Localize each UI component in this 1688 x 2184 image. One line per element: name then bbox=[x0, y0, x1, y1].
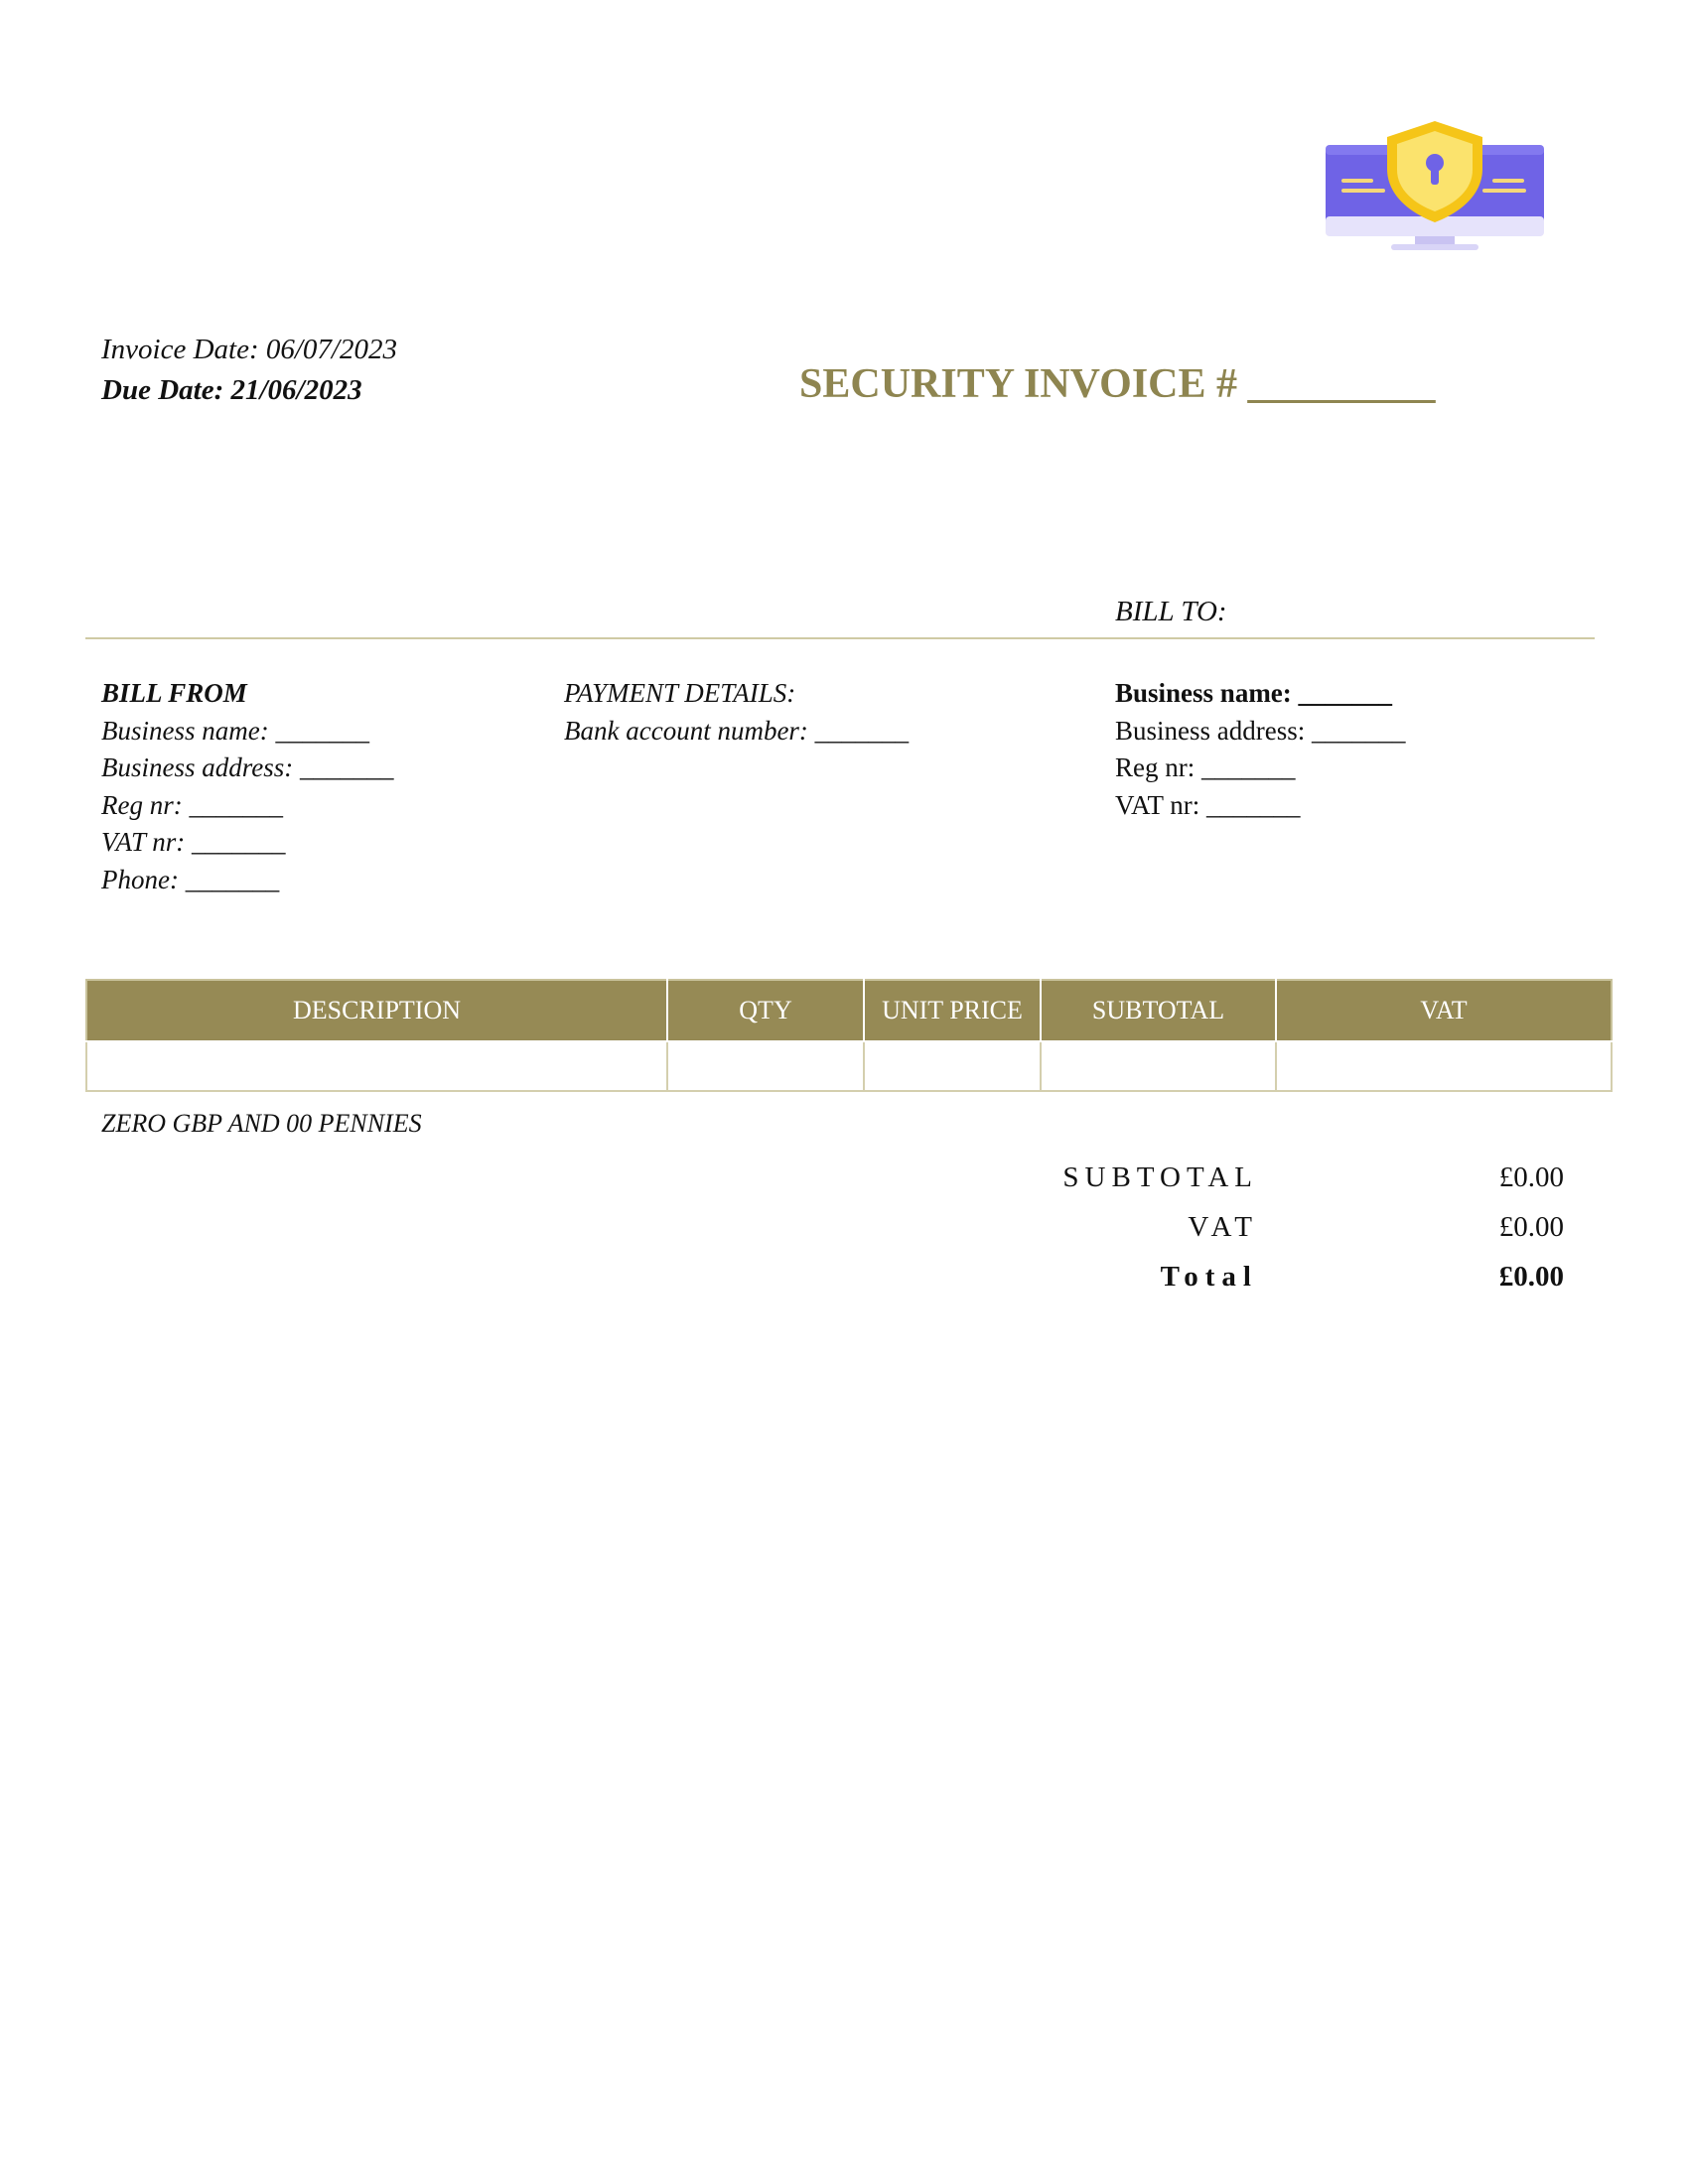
vat-value: £0.00 bbox=[1498, 1211, 1564, 1243]
items-table bbox=[85, 979, 1613, 1092]
totals-block bbox=[993, 1161, 1564, 1310]
table-header-row bbox=[86, 980, 1612, 1041]
table-cell-vat[interactable] bbox=[1276, 1041, 1612, 1091]
section-divider bbox=[85, 637, 1595, 639]
bill-from-phone: Phone: _______ bbox=[101, 864, 280, 894]
bill-to-section bbox=[1115, 675, 1406, 824]
invoice-dates bbox=[101, 330, 397, 411]
vat-row bbox=[993, 1211, 1564, 1261]
bill-from-business-name: Business name: _______ bbox=[101, 715, 369, 746]
bill-from-reg-nr: Reg nr: _______ bbox=[101, 789, 283, 820]
table-row bbox=[86, 1041, 1612, 1091]
due-date: Due Date: 21/06/2023 bbox=[101, 374, 362, 406]
bill-to-reg-nr: Reg nr: _______ bbox=[1115, 752, 1296, 782]
bill-from-section bbox=[101, 675, 394, 898]
column-header-vat: VAT bbox=[1276, 980, 1612, 1041]
total-value: £0.00 bbox=[1498, 1261, 1564, 1293]
security-shield-monitor-icon bbox=[1316, 117, 1554, 261]
table-cell-unit-price[interactable] bbox=[864, 1041, 1041, 1091]
bill-from-heading: BILL FROM bbox=[101, 678, 247, 708]
subtotal-value: £0.00 bbox=[1498, 1161, 1564, 1193]
subtotal-row bbox=[993, 1161, 1564, 1211]
column-header-qty: QTY bbox=[667, 980, 864, 1041]
vat-label: VAT bbox=[1188, 1211, 1258, 1243]
payment-details-heading: PAYMENT DETAILS: bbox=[564, 678, 796, 708]
subtotal-label: SUBTOTAL bbox=[1062, 1161, 1258, 1193]
bill-to-vat-nr: VAT nr: _______ bbox=[1115, 789, 1301, 820]
table-cell-description[interactable] bbox=[86, 1041, 667, 1091]
bank-account-number: Bank account number: _______ bbox=[564, 715, 910, 746]
invoice-date: Invoice Date: 06/07/2023 bbox=[101, 334, 397, 365]
amount-in-words: ZERO GBP AND 00 PENNIES bbox=[101, 1109, 422, 1138]
bill-to-label: BILL TO: bbox=[1115, 596, 1227, 627]
bill-from-vat-nr: VAT nr: _______ bbox=[101, 827, 286, 857]
column-header-unit-price: UNIT PRICE bbox=[864, 980, 1041, 1041]
bill-to-business-name: Business name: _______ bbox=[1115, 678, 1393, 708]
column-header-description: DESCRIPTION bbox=[86, 980, 667, 1041]
bill-to-business-address: Business address: _______ bbox=[1115, 715, 1406, 746]
total-row bbox=[993, 1261, 1564, 1310]
total-label: Total bbox=[1160, 1261, 1258, 1293]
payment-details-section bbox=[564, 675, 909, 750]
invoice-title: SECURITY INVOICE # _________ bbox=[799, 361, 1436, 407]
table-cell-qty[interactable] bbox=[667, 1041, 864, 1091]
table-cell-subtotal[interactable] bbox=[1041, 1041, 1276, 1091]
bill-from-business-address: Business address: _______ bbox=[101, 752, 394, 782]
column-header-subtotal: SUBTOTAL bbox=[1041, 980, 1276, 1041]
